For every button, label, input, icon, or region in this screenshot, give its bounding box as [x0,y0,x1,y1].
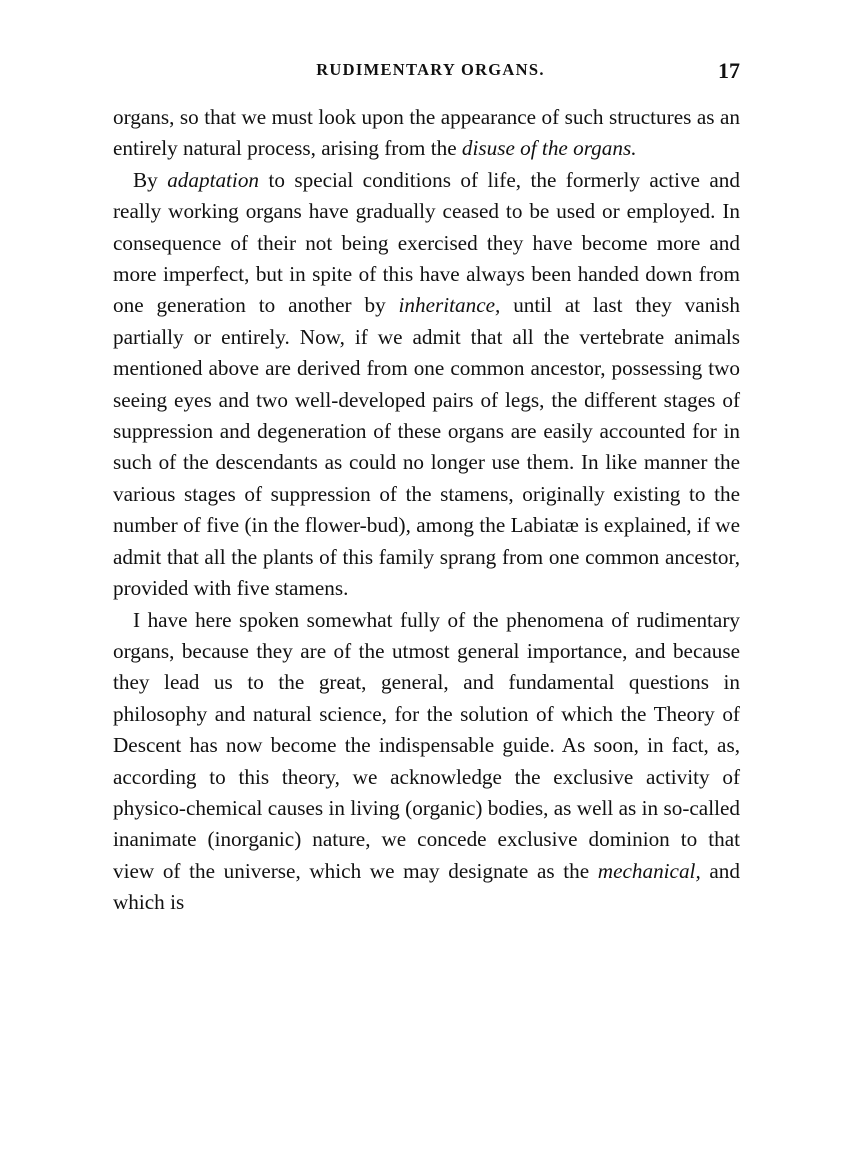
text-segment: to special conditions of life, the formerly active and really working organs have gradually ceased to be used or employed. In consequence of their not being exercised they have become more and more imperfect, but in spite of this have always been handed down from one generation to another by [113,167,740,318]
text-segment: By [133,167,168,192]
body-text [113,102,740,919]
italic-segment: inheritance, [398,293,501,318]
text-segment: until at last they vanish partially or entirely. Now, if we admit that all the vertebrate animals mentioned above are derived from one common ancestor, possessing two seeing eyes and two well-developed pairs of legs, the different stages of suppression and degeneration of these organs are easily accounted for in such of the descendants as could no longer use them. In like manner the various stages of suppression of the stamens, originally existing to the number of five (in the flower-bud), among the Labiatæ is explained, if we admit that all the plants of this family sprang from one common ancestor, provided with five stamens. [113,293,740,601]
italic-segment: mechanical, [597,858,701,883]
text-segment: organs, so that we must look upon the appearance of such structures as an entirely natural process, arising from the [113,105,740,161]
running-head [113,60,740,88]
italic-segment: disuse of the organs. [461,136,637,161]
book-page [113,60,740,919]
paragraph [113,165,740,605]
text-segment: and which is [113,858,740,915]
running-title: RUDIMENTARY ORGANS. [316,60,545,79]
italic-segment: adaptation [167,167,260,192]
paragraph [113,605,740,919]
page-number: 17 [718,58,740,83]
paragraph [113,102,740,165]
text-segment: I have here spoken somewhat fully of the phenomena of rudimentary organs, because they are of the utmost general importance, and because they lead us to the great, general, and fundamental questions in philosophy and natural science, for the solution of which the Theory of Descent has now become the indispensable guide. As soon, in fact, as, according to this theory, we acknowledge the exclusive activity of physico-chemical causes in living (organic) bodies, as well as in so-called inanimate (inorganic) nature, we concede exclusive dominion to that view of the universe, which we may designate as the [113,607,740,883]
